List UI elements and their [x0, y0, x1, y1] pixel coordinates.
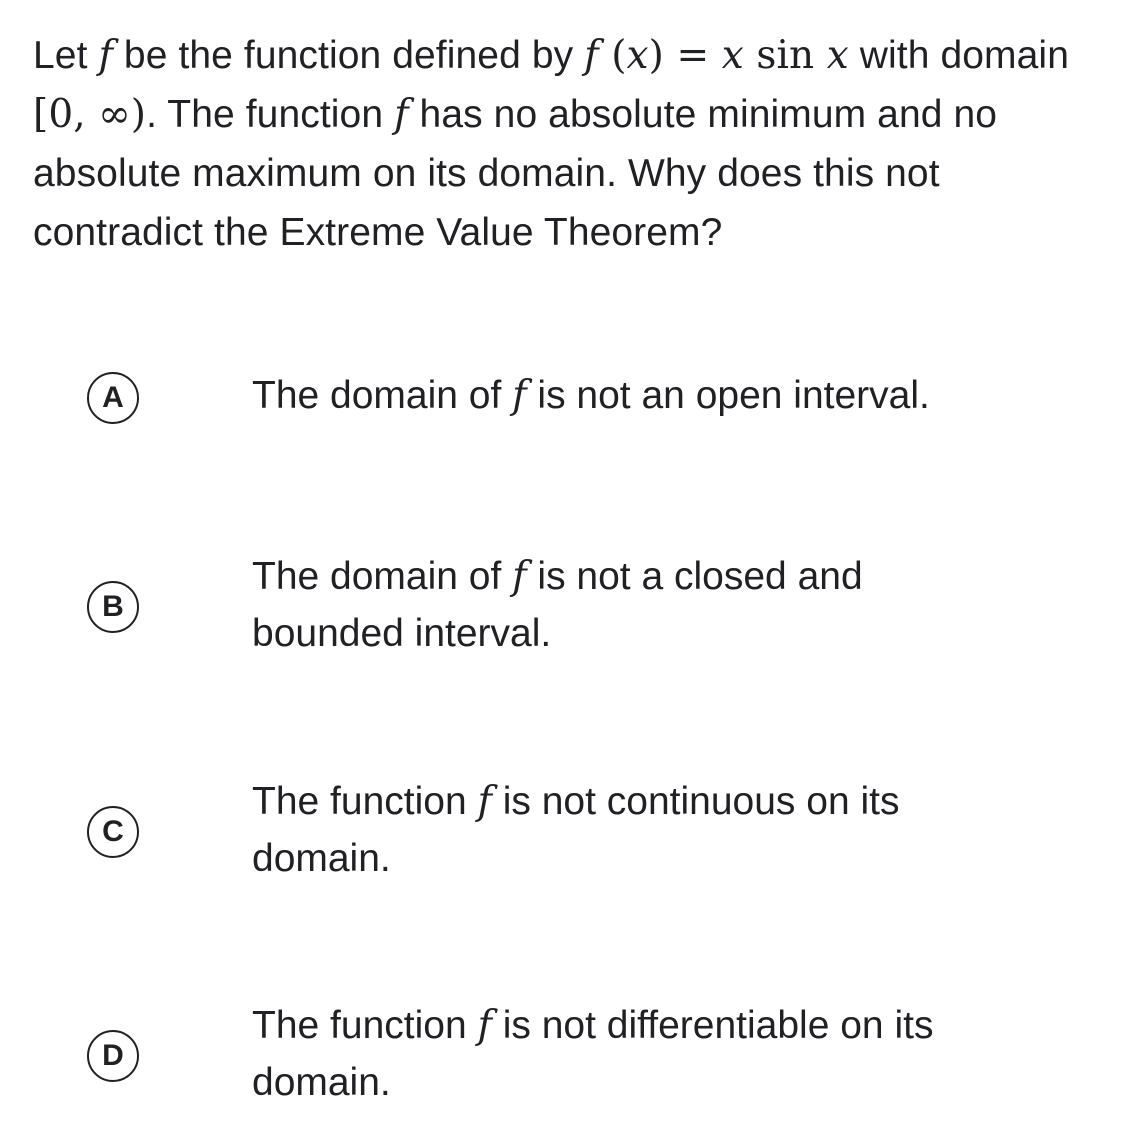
formula-x: x [826, 33, 849, 78]
choice-letter-badge[interactable]: C [87, 806, 139, 858]
function-symbol: f [512, 554, 527, 599]
formula-open-paren: ( [598, 33, 627, 78]
function-symbol: f [512, 373, 527, 418]
choice-text[interactable] [252, 548, 1012, 662]
choice-letter-badge[interactable]: A [87, 372, 139, 424]
formula-equals: = [676, 33, 722, 78]
formula-f: f [584, 33, 599, 78]
choice-text-part: is not continuous on its domain. [252, 780, 900, 880]
choice-text-part: is not differentiable on its domain. [252, 1004, 934, 1104]
formula-x: x [626, 33, 649, 78]
formula-x: x [721, 33, 744, 78]
question-text-part: be the function defined by [113, 34, 585, 77]
choice-text-part: The domain of [252, 374, 513, 417]
formula-close-paren: ) [648, 33, 677, 78]
choice-text-part: The function [252, 780, 478, 823]
domain-interval: [0, ∞) [33, 92, 147, 137]
choice-text[interactable] [252, 997, 1012, 1111]
choice-text[interactable] [252, 773, 1012, 887]
choice-text-part: is not a closed and bounded interval. [252, 555, 863, 655]
choice-text-part: is not an open interval. [526, 374, 930, 417]
question-text-part: has no absolute minimum and no absolute maximum on its domain. Why does this not contradict the Extreme Value Theorem? [33, 93, 998, 254]
choice-letter-badge[interactable]: B [87, 581, 139, 633]
question-text-part: . The function [146, 93, 395, 136]
choice-letter-badge[interactable]: D [87, 1030, 139, 1082]
question-text-part: with domain [848, 34, 1069, 77]
choice-text-part: The function [252, 1004, 478, 1047]
question-text-part: Let [33, 34, 99, 77]
function-symbol: f [394, 92, 409, 137]
function-symbol: f [477, 779, 492, 824]
function-symbol: f [98, 33, 113, 78]
choice-text-part: The domain of [252, 555, 513, 598]
formula-sin: sin [743, 33, 827, 78]
function-formula [584, 33, 849, 78]
function-symbol: f [477, 1003, 492, 1048]
choice-text[interactable] [252, 367, 1012, 424]
question-text [33, 26, 1113, 262]
